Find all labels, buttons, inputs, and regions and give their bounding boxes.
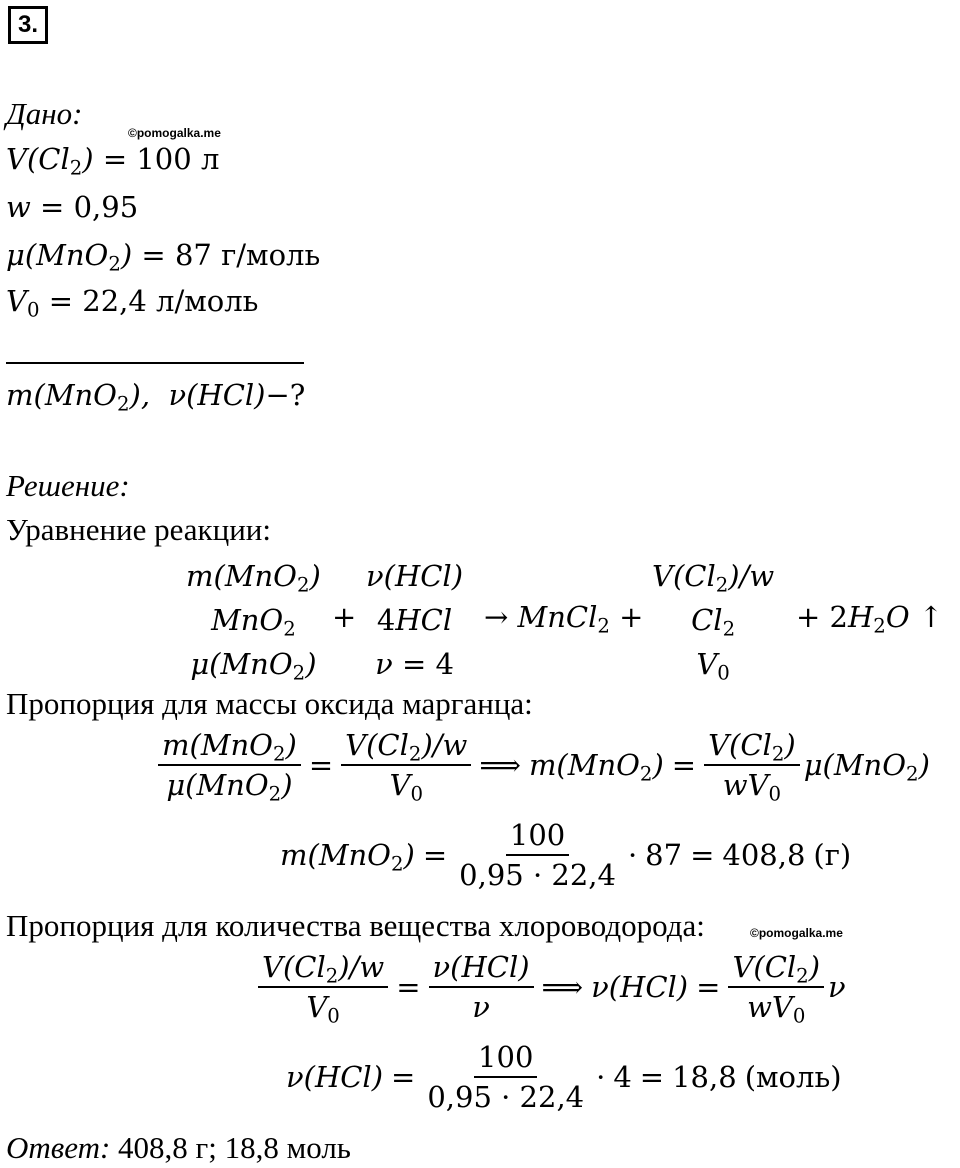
amount-caption: Пропорция для количества вещества хлороводорода: (6, 908, 705, 943)
given-fraction-w: w = 0,95 (6, 190, 139, 224)
reaction-col-mno2: m(MnO$_2$) MnO$_2$ μ(MnO$_2$) (186, 559, 321, 685)
given-divider (6, 362, 304, 364)
solution-heading: Решение: (6, 468, 130, 503)
reaction-product-h2o: + $2H_2O$ ↑ (796, 600, 944, 638)
reaction-col-hcl: ν(HCl) 4HCl ν = 4 (366, 559, 464, 681)
answer-line (6, 1130, 351, 1166)
mass-proportion: $\frac{m(MnO_2)}{\mu(MnO_2)}$ = $\frac{V(Cl_2)/w}{V_0}$ ⟹ m(MnO$_2$) = $\frac{V(Cl_2)}{wV_0}$ μ(MnO$_2$) (154, 728, 934, 802)
reaction-caption: Уравнение реакции: (6, 512, 271, 547)
reaction-plus-1: + (332, 600, 357, 634)
find-line: m(MnO$_2$), ν(HCl)−? (6, 378, 306, 416)
amount-calculation: ν(HCl) = $\frac{100}{0,95 \cdot 22,4}$ · 4 = 18,8 (моль) (286, 1040, 842, 1114)
answer-label: Ответ: (6, 1130, 111, 1165)
given-molar-mass-mno2: μ(MnO$_2$) = 87 г/моль (6, 238, 321, 276)
reaction-col-cl2: $V(Cl_2)/w$ $Cl_2$ $V_0$ (652, 559, 775, 685)
watermark-middle: ©pomogalka.me (750, 926, 843, 940)
problem-number: 3. (8, 6, 48, 44)
given-volume-cl2: $V(Cl_2) = 100$ л (6, 142, 220, 180)
amount-proportion: $\frac{V(Cl_2)/w}{V_0}$ = $\frac{\text{ν(HCl)}}{\nu}$ ⟹ ν(HCl) = $\frac{V(Cl_2)}{wV_0}$ ν (254, 950, 850, 1024)
reaction-product-mncl2: → MnCl$_2$ + (484, 600, 644, 638)
answer-text: 408,8 г; 18,8 моль (118, 1130, 351, 1165)
watermark-top: ©pomogalka.me (128, 126, 221, 140)
given-heading: Дано: (6, 96, 83, 131)
mass-caption: Пропорция для массы оксида марганца: (6, 686, 533, 721)
mass-calculation: m(MnO$_2$) = $\frac{100}{0,95 \cdot 22,4}$ · 87 = 408,8 (г) (280, 818, 852, 892)
given-molar-volume: $V_0 = 22,4$ л/моль (6, 284, 259, 322)
